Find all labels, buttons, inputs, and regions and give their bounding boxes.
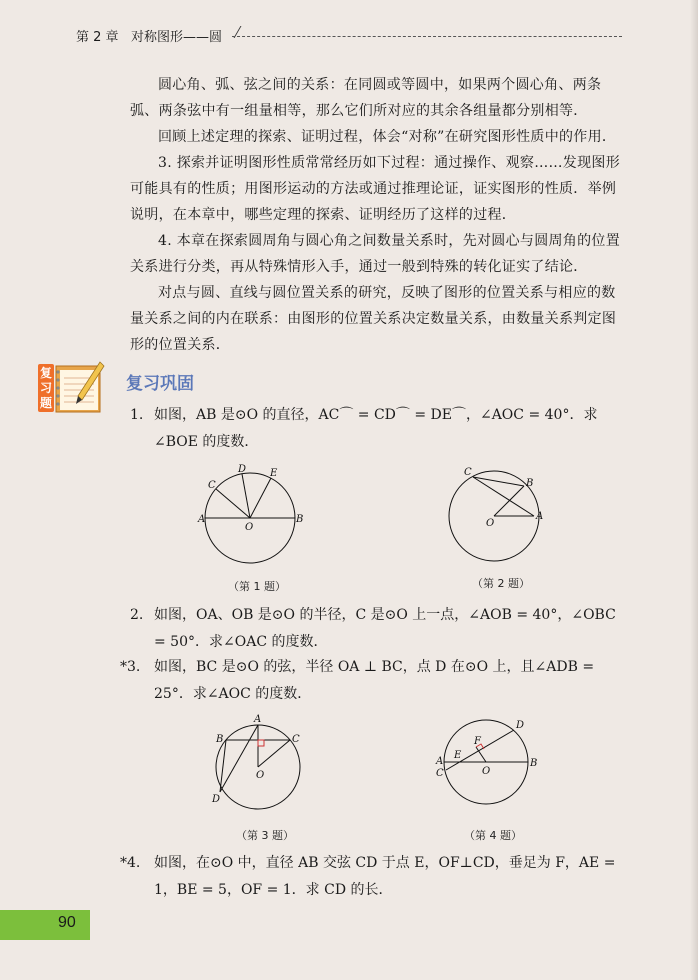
fig3-label-b: B — [216, 734, 224, 745]
fig4-label-o: O — [482, 766, 491, 777]
running-header — [76, 26, 222, 45]
question-number: 2. — [130, 607, 144, 623]
question-4-text: 如图，在⊙O 中，直径 AB 交弦 CD 于点 E，OF⊥CD，垂足为 F，AE = 1，BE = 5，OF = 1．求 CD 的长． — [154, 855, 616, 898]
chapter-title: 对称图形——圆 — [130, 30, 222, 45]
fig4-label-e: E — [454, 750, 462, 761]
figure-2-caption: （第 2 题） — [472, 577, 530, 590]
question-2-text: 如图，OA、OB 是⊙O 的半径，C 是⊙O 上一点，∠AOB = 40°，∠OBC = 50°．求∠OAC 的度数． — [154, 607, 616, 650]
fig4-label-d: D — [516, 720, 525, 731]
fig1-label-a: A — [198, 514, 206, 525]
fig1-label-e: E — [270, 468, 278, 479]
page-edge — [690, 0, 698, 980]
fig1-label-c: C — [208, 480, 216, 491]
paragraph-symmetry: 回顾上述定理的探索、证明过程，体会“对称”在研究图形性质中的作用． — [158, 129, 617, 145]
question-number: 1. — [130, 407, 144, 423]
fig4-label-b: B — [530, 758, 538, 769]
fig4-label-a: A — [436, 756, 444, 767]
question-1-text: 如图，AB 是⊙O 的直径，AC⌒ = CD⌒ = DE⌒，∠AOC = 40°．求∠BOE 的度数． — [154, 407, 598, 450]
fig3-label-c: C — [292, 734, 300, 745]
figure-4-diagram — [432, 714, 548, 822]
fig4-label-c: C — [436, 768, 444, 779]
fig1-label-d: D — [238, 464, 247, 475]
header-dashed-rule — [232, 36, 622, 37]
question-number: *3. — [120, 659, 141, 675]
paragraph-arc-chord: 圆心角、弧、弦之间的关系：在同圆或等圆中，如果两个圆心角、两条弧、两条弦中有一组量相等，那么它们所对应的其余各组量都分别相等． — [130, 77, 602, 119]
fig2-label-o: O — [486, 518, 495, 529]
section-title: 复习巩固 — [126, 374, 194, 394]
question-3-text: 如图，BC 是⊙O 的弦，半径 OA ⊥ BC，点 D 在⊙O 上，且∠ADB = 25°．求∠AOC 的度数． — [154, 659, 595, 702]
paragraph-point-3: 3. 探索并证明图形性质常常经历如下过程：通过操作、观察……发现图形可能具有的性质；用图形运动的方法或通过推理论证，证实图形的性质．举例说明，在本章中，哪些定理的探索、证明经历了这样的过程． — [130, 155, 621, 223]
fig3-label-a: A — [254, 714, 262, 725]
fig1-label-o: O — [245, 522, 254, 533]
fig3-label-o: O — [256, 770, 265, 781]
fig3-label-d: D — [212, 794, 221, 805]
fig1-label-b: B — [296, 514, 304, 525]
figure-3-diagram — [206, 712, 316, 822]
paragraph-point-4: 4. 本章在探索圆周角与圆心角之间数量关系时，先对圆心与圆周角的位置关系进行分类，再从特殊情形入手，通过一般到特殊的转化证实了结论． — [130, 233, 621, 275]
figure-3-caption: （第 3 题） — [236, 829, 294, 842]
fig2-label-c: C — [464, 467, 472, 478]
question-number: *4. — [120, 855, 141, 871]
figure-1-diagram — [196, 462, 306, 574]
fig2-label-b: B — [526, 478, 534, 489]
page-number: 90 — [58, 914, 76, 931]
figure-4-caption: （第 4 题） — [464, 829, 522, 842]
fig2-label-a: A — [536, 511, 544, 522]
figure-1-caption: （第 1 题） — [228, 580, 286, 593]
fig4-label-f: F — [474, 736, 481, 747]
review-icon-text: 复习题 — [40, 366, 53, 410]
figure-2-diagram — [440, 462, 550, 574]
chapter-number: 第 2 章 — [76, 30, 119, 45]
page-number-tab — [0, 910, 90, 940]
paragraph-relations: 对点与圆、直线与圆位置关系的研究，反映了图形的位置关系与相应的数量关系之间的内在联系：由图形的位置关系决定数量关系，由数量关系判定图形的位置关系． — [130, 285, 617, 353]
